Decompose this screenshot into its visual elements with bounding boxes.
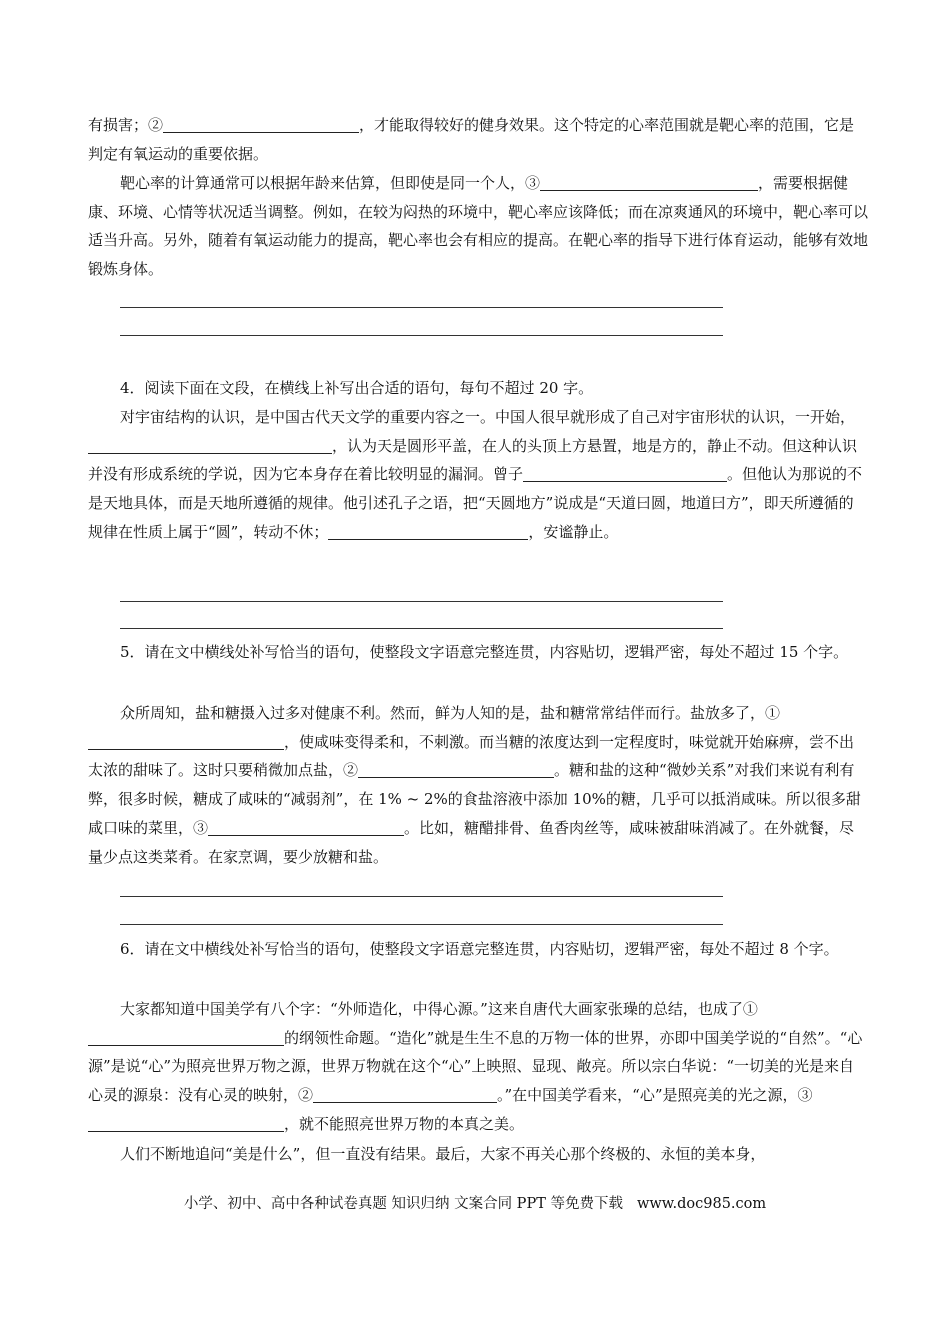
passage-3-paragraph-2 <box>88 169 868 284</box>
footer-text: 小学、初中、高中各种试卷真题 知识归纳 文案合同 PPT 等免费下载 <box>183 1196 623 1212</box>
answer-line[interactable] <box>120 896 723 897</box>
answer-blank[interactable] <box>88 731 284 750</box>
question-6-passage <box>88 995 868 1139</box>
answer-line[interactable] <box>120 601 723 602</box>
answer-blank[interactable] <box>523 463 727 482</box>
answer-blank[interactable] <box>88 1027 284 1046</box>
question-6-title: 6．请在文中横线处补写恰当的语句，使整段文字语意完整连贯，内容贴切，逻辑严密，每处不超过 8 个字。 <box>120 940 839 958</box>
passage-text: 大家都知道中国美学有八个字：“外师造化，中得心源。”这来自唐代大画家张璪的总结，也成了① <box>120 1000 758 1018</box>
passage-text: ，需要根据健康、环境、心情等状况适当调整。例如，在较为闷热的环境中，靶心率应该降低；而在凉爽通风的环境中，靶心率可以适当升高。另外，随着有氧运动能力的提高，靶心率也会有相应的提高。在靶心率的指导下进行体育运动，能够有效地锻炼身体。 <box>88 174 869 279</box>
passage-text: 。比如，糖醋排骨、鱼香肉丝等，咸味被甜味消减了。在外就餐，尽量少点这类菜肴。在家烹调，要少放糖和盐。 <box>88 818 855 866</box>
question-5-passage <box>88 699 868 871</box>
answer-line[interactable] <box>120 335 723 336</box>
answer-blank[interactable] <box>313 1084 497 1103</box>
passage-text: 对宇宙结构的认识，是中国古代天文学的重要内容之一。中国人很早就形成了自己对宇宙形状的认识，一开始， <box>120 408 856 426</box>
passage-text: 众所周知，盐和糖摄入过多对健康不利。然而，鲜为人知的是，盐和糖常常结伴而行。盐放多了，① <box>120 704 781 722</box>
passage-text: ，使咸味变得柔和，不刺激。而当糖的浓度达到一定程度时，味觉就开始麻痹，尝不出太浓的甜味了。这时只要稍微加点盐，② <box>88 732 855 780</box>
answer-blank[interactable] <box>208 817 404 836</box>
answer-blank[interactable] <box>358 759 554 778</box>
passage-text: 。但他认为那说的不是天地具体，而是天地所遵循的规律。他引述孔子之语，把“天圆地方”说成是“天道曰圆，地道曰方”，即天所遵循的规律在性质上属于“圆”，转动不休； <box>88 465 863 541</box>
passage-text: 有损害；② <box>88 116 164 134</box>
passage-text: 。糖和盐的这种“微妙关系”对我们来说有利有弊，很多时候，糖成了咸味的“减弱剂”，在 1% ~ 2%的食盐溶液中添加 10%的糖，几乎可以抵消咸味。所以很多甜咸口味的菜里，③ <box>88 761 861 837</box>
passage-text: 。”在中国美学看来，“心”是照亮美的光之源，③ <box>497 1086 813 1105</box>
question-6-passage-continued: 人们不断地追问“美是什么”，但一直没有结果。最后，大家不再关心那个终极的、永恒的美本身， <box>120 1145 766 1163</box>
passage-text: 靶心率的计算通常可以根据年龄来估算，但即使是同一个人，③ <box>120 174 541 192</box>
question-4-title: 4．阅读下面在文段，在横线上补写出合适的语句，每句不超过 20 字。 <box>120 379 594 397</box>
question-4-passage <box>88 403 868 547</box>
answer-blank[interactable] <box>88 435 332 454</box>
passage-3-paragraph-1 <box>88 111 868 168</box>
answer-line[interactable] <box>120 924 723 925</box>
answer-line[interactable] <box>120 628 723 629</box>
passage-text: ，安谧静止。 <box>528 522 619 541</box>
passage-text: ，就不能照亮世界万物的本真之美。 <box>284 1114 525 1133</box>
answer-blank[interactable] <box>88 1113 284 1132</box>
page-footer <box>0 1192 950 1213</box>
question-5-title: 5．请在文中横线处补写恰当的语句，使整段文字语意完整连贯，内容贴切，逻辑严密，每处不超过 15 个字。 <box>120 643 849 661</box>
passage-text: ，认为天是圆形平盖，在人的头顶上方悬置，地是方的，静止不动。但这种认识并没有形成系统的学说，因为它本身存在着比较明显的漏洞。曾子 <box>88 436 858 484</box>
answer-line[interactable] <box>120 307 723 308</box>
answer-blank[interactable] <box>540 172 758 191</box>
footer-url[interactable]: www.doc985.com <box>636 1196 767 1212</box>
answer-blank[interactable] <box>328 521 528 540</box>
passage-text: ，才能取得较好的健身效果。这个特定的心率范围就是靶心率的范围，它是判定有氧运动的重要依据。 <box>88 116 855 163</box>
answer-blank[interactable] <box>163 114 359 133</box>
passage-text: 的纲领性命题。“造化”就是生生不息的万物一体的世界，亦即中国美学说的“自然”。“心源”是说“心”为照亮世界万物之源，世界万物就在这个“心”上映照、显现、敞亮。所以宗白华说：“一切美的光是来自心灵的源泉：没有心灵的映射，② <box>88 1028 863 1105</box>
